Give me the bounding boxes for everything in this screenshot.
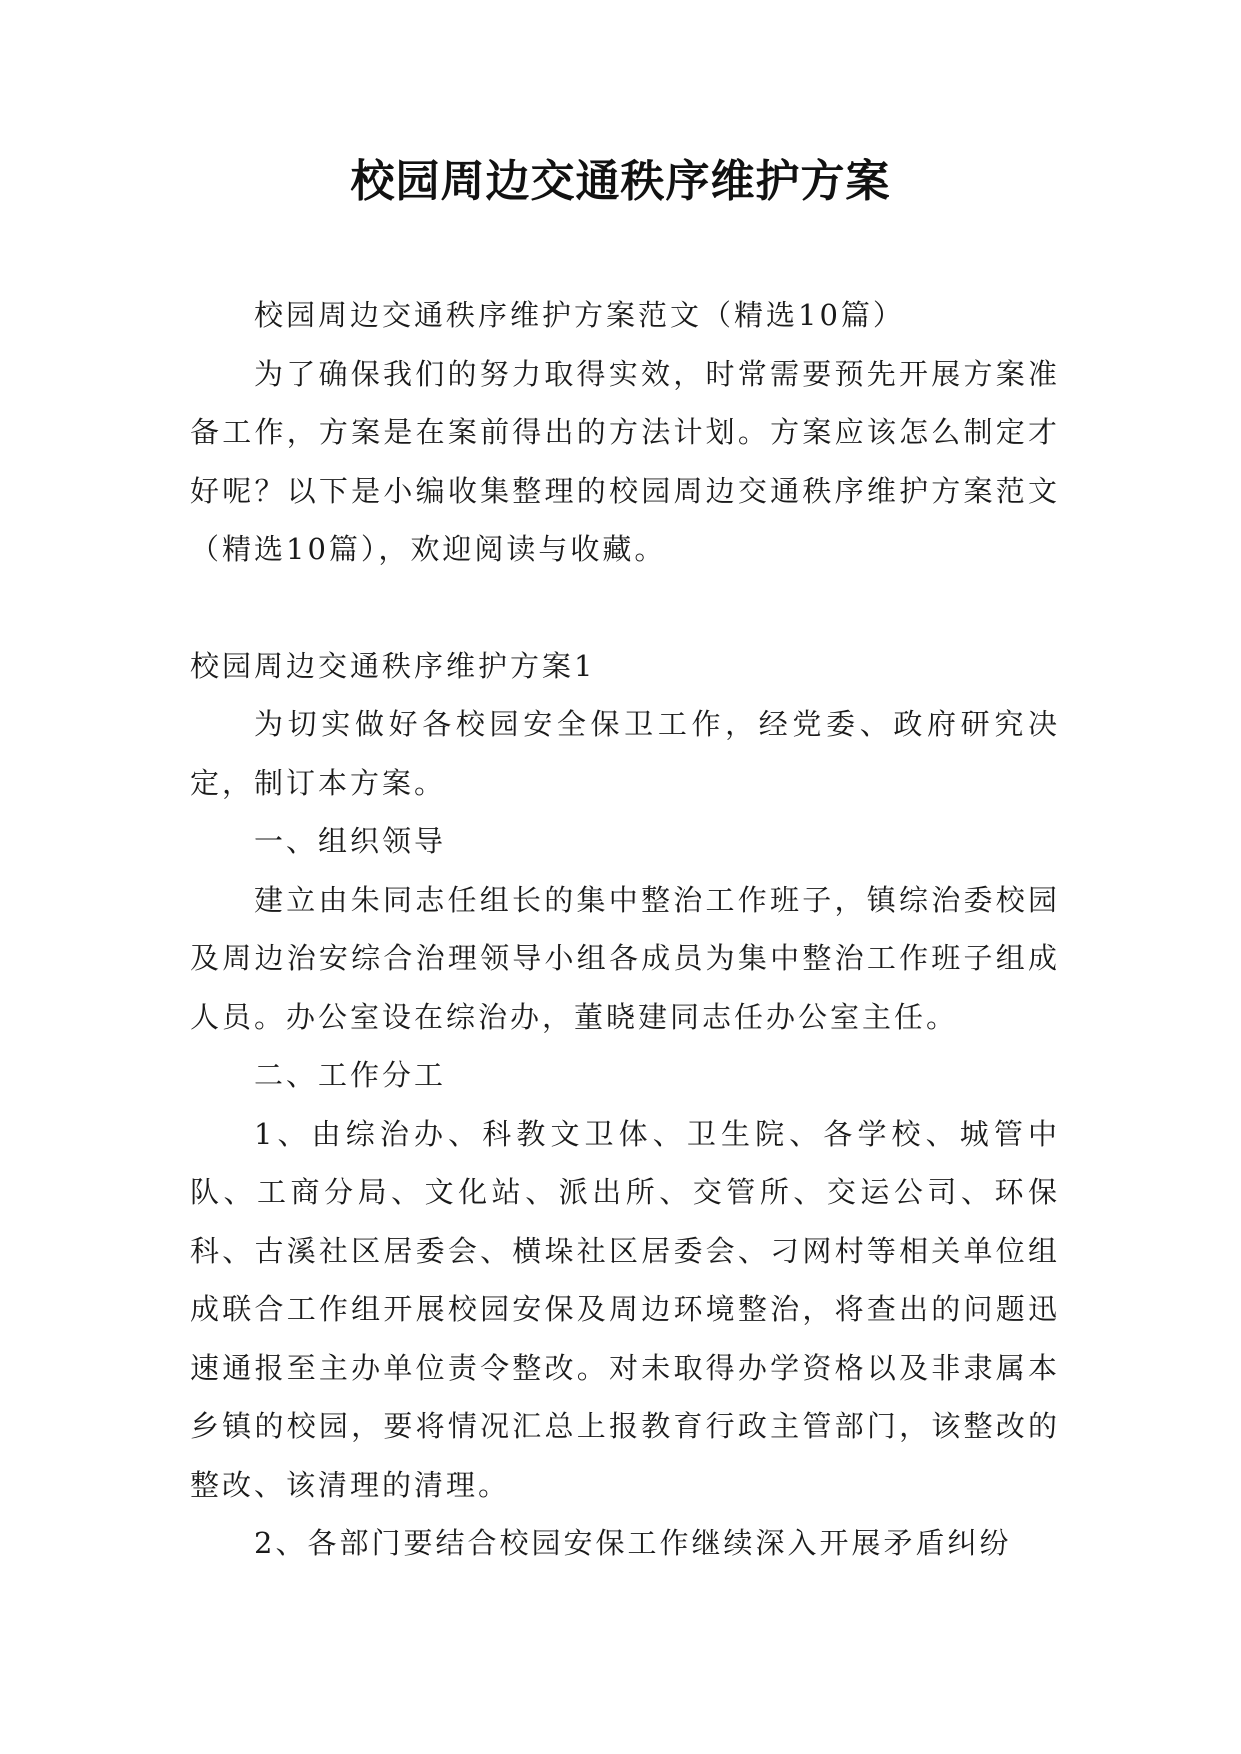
paragraph-item-2: 2、各部门要结合校园安保工作继续深入开展矛盾纠纷 — [254, 1526, 1012, 1560]
paragraph-intro: 为了确保我们的努力取得实效，时常需要预先开展方案准备工作，方案是在案前得出的方法计划。方案应该怎么制定才好呢？以下是小编收集整理的校园周边交通秩序维护方案范文（精选10篇），欢迎阅读与收藏。 — [190, 356, 1060, 566]
subheading-division: 二、工作分工 — [254, 1058, 447, 1092]
document-title: 校园周边交通秩序维护方案 — [350, 156, 891, 207]
paragraph-spacer — [190, 579, 1060, 637]
paragraph-purpose: 为切实做好各校园安全保卫工作，经党委、政府研究决定，制订本方案。 — [190, 707, 1060, 800]
paragraph-organization: 建立由朱同志任组长的集中整治工作班子，镇综治委校园及周边治安综合治理领导小组各成员为集中整治工作班子组成人员。办公室设在综治办，董晓建同志任办公室主任。 — [190, 882, 1060, 1034]
paragraph-subtitle: 校园周边交通秩序维护方案范文（精选10篇） — [254, 298, 905, 332]
document-body — [190, 286, 1060, 1573]
subheading-organization: 一、组织领导 — [254, 824, 447, 858]
paragraph-item-1: 1、由综治办、科教文卫体、卫生院、各学校、城管中队、工商分局、文化站、派出所、交管所、交运公司、环保科、古溪社区居委会、横垛社区居委会、刁网村等相关单位组成联合工作组开展校园安保及周边环境整治，将查出的问题迅速通报至主办单位责令整改。对未取得办学资格以及非隶属本乡镇的校园，要将情况汇总上报教育行政主管部门，该整改的整改、该清理的清理。 — [190, 1116, 1060, 1502]
section-heading-1: 校园周边交通秩序维护方案1 — [190, 648, 596, 683]
